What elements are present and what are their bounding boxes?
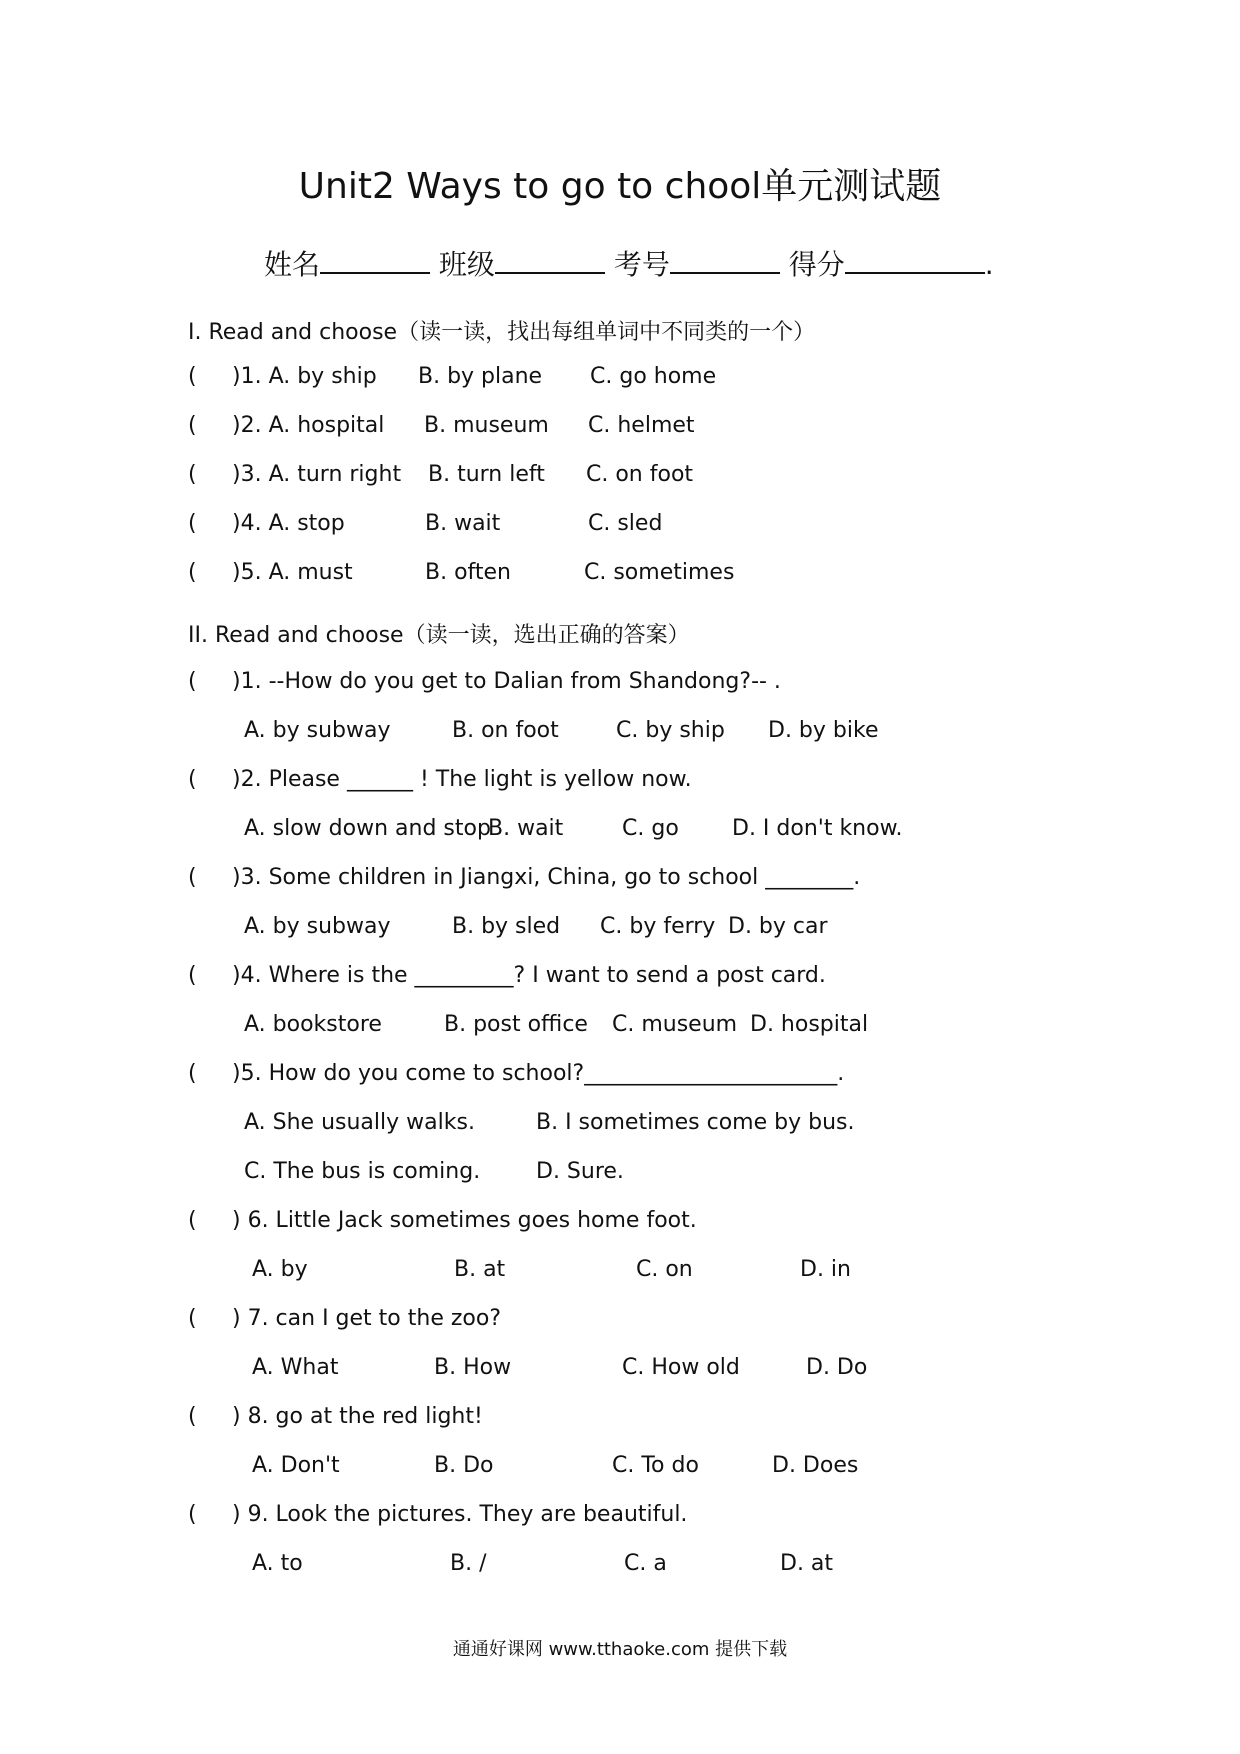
option-b: B. How [434, 1355, 512, 1380]
answer-paren[interactable]: ( [188, 669, 197, 694]
answer-paren[interactable]: ( [188, 1502, 197, 1527]
exam-number-label: 考号 [613, 248, 670, 281]
option-b: B. I sometimes come by bus. [536, 1110, 855, 1135]
option-a: A. by subway [244, 914, 391, 939]
answer-paren[interactable]: ( [188, 560, 197, 585]
question-stem: )3. Some children in Jiangxi, China, go to school ________. [232, 865, 861, 890]
page-title: Unit2 Ways to go to chool单元测试题 [298, 166, 942, 207]
option-c: C. by ferry [600, 914, 716, 939]
option-b: B. post office [444, 1012, 588, 1037]
score-blank[interactable] [845, 246, 985, 274]
option-c: C. The bus is coming. [244, 1159, 481, 1184]
answer-paren[interactable]: ( [188, 767, 197, 792]
answer-paren[interactable]: ( [188, 1208, 197, 1233]
option-d: D. by bike [768, 718, 879, 743]
class-label: 班级 [438, 248, 495, 281]
option-c: C. go [622, 816, 679, 841]
footer-source: 通通好课网 www.tthaoke.com 提供下载 [452, 1639, 788, 1660]
option-d: D. Do [806, 1355, 868, 1380]
class-blank[interactable] [495, 246, 605, 274]
question-stem: )2. A. hospital [232, 413, 385, 438]
question-stem: )2. Please ______ ! The light is yellow now. [232, 767, 692, 792]
question-stem: )3. A. turn right [232, 462, 402, 487]
option-c: C. helmet [588, 413, 695, 438]
question-stem: )5. How do you come to school?_______________________. [232, 1061, 845, 1086]
option-d: D. Does [772, 1453, 859, 1478]
option-c: C. a [624, 1551, 667, 1576]
answer-paren[interactable]: ( [188, 511, 197, 536]
answer-paren[interactable]: ( [188, 1061, 197, 1086]
student-info-fields [264, 243, 994, 283]
answer-paren[interactable]: ( [188, 963, 197, 988]
question-stem: ) 7. can I get to the zoo? [232, 1306, 501, 1331]
option-c: C. museum [612, 1012, 738, 1037]
section2-heading: II. Read and choose（读一读，选出正确的答案） [188, 623, 690, 648]
option-c: C. on foot [586, 462, 694, 487]
question-stem: )4. Where is the _________? I want to send a post card. [232, 963, 826, 988]
name-label: 姓名 [264, 248, 321, 281]
option-d: D. Sure. [536, 1159, 624, 1184]
option-c: C. go home [590, 364, 717, 389]
question-stem: )1. A. by ship [232, 364, 377, 389]
option-b: B. Do [434, 1453, 494, 1478]
question-stem: ) 8. go at the red light! [232, 1404, 483, 1429]
option-a: A. by subway [244, 718, 391, 743]
answer-paren[interactable]: ( [188, 462, 197, 487]
option-c: C. on [636, 1257, 693, 1282]
option-b: B. turn left [428, 462, 545, 487]
option-c: C. To do [612, 1453, 699, 1478]
question-stem: )5. A. must [232, 560, 353, 585]
name-blank[interactable] [320, 246, 430, 274]
option-c: C. by ship [616, 718, 725, 743]
option-a: A. What [252, 1355, 339, 1380]
option-b: B. at [454, 1257, 506, 1282]
answer-paren[interactable]: ( [188, 413, 197, 438]
option-d: D. hospital [750, 1012, 869, 1037]
option-b: B. on foot [452, 718, 559, 743]
score-label: 得分 [788, 248, 845, 281]
option-b: B. wait [488, 816, 564, 841]
question-stem: )4. A. stop [232, 511, 345, 536]
option-b: B. / [450, 1551, 487, 1576]
option-a: A. by [252, 1257, 308, 1282]
option-d: D. at [780, 1551, 834, 1576]
option-b: B. often [425, 560, 512, 585]
end-mark: . [984, 248, 994, 281]
answer-paren[interactable]: ( [188, 364, 197, 389]
option-c: C. How old [622, 1355, 740, 1380]
option-c: C. sled [588, 511, 663, 536]
option-c: C. sometimes [584, 560, 735, 585]
option-a: A. bookstore [244, 1012, 382, 1037]
option-a: A. She usually walks. [244, 1110, 475, 1135]
option-b: B. wait [425, 511, 501, 536]
option-d: D. in [800, 1257, 851, 1282]
option-b: B. museum [424, 413, 549, 438]
option-a: A. Don't [252, 1453, 340, 1478]
option-b: B. by plane [418, 364, 543, 389]
question-stem: ) 9. Look the pictures. They are beautiful. [232, 1502, 688, 1527]
answer-paren[interactable]: ( [188, 1306, 197, 1331]
section1-heading: I. Read and choose（读一读，找出每组单词中不同类的一个） [188, 320, 816, 345]
answer-paren[interactable]: ( [188, 865, 197, 890]
option-a: A. to [252, 1551, 303, 1576]
option-a: A. slow down and stop [244, 816, 491, 841]
option-d: D. by car [728, 914, 828, 939]
option-d: D. I don't know. [732, 816, 903, 841]
question-stem: )1. --How do you get to Dalian from Shandong?-- . [232, 669, 781, 694]
question-stem: ) 6. Little Jack sometimes goes home foot. [232, 1208, 697, 1233]
answer-paren[interactable]: ( [188, 1404, 197, 1429]
option-b: B. by sled [452, 914, 561, 939]
exam-number-blank[interactable] [670, 246, 780, 274]
